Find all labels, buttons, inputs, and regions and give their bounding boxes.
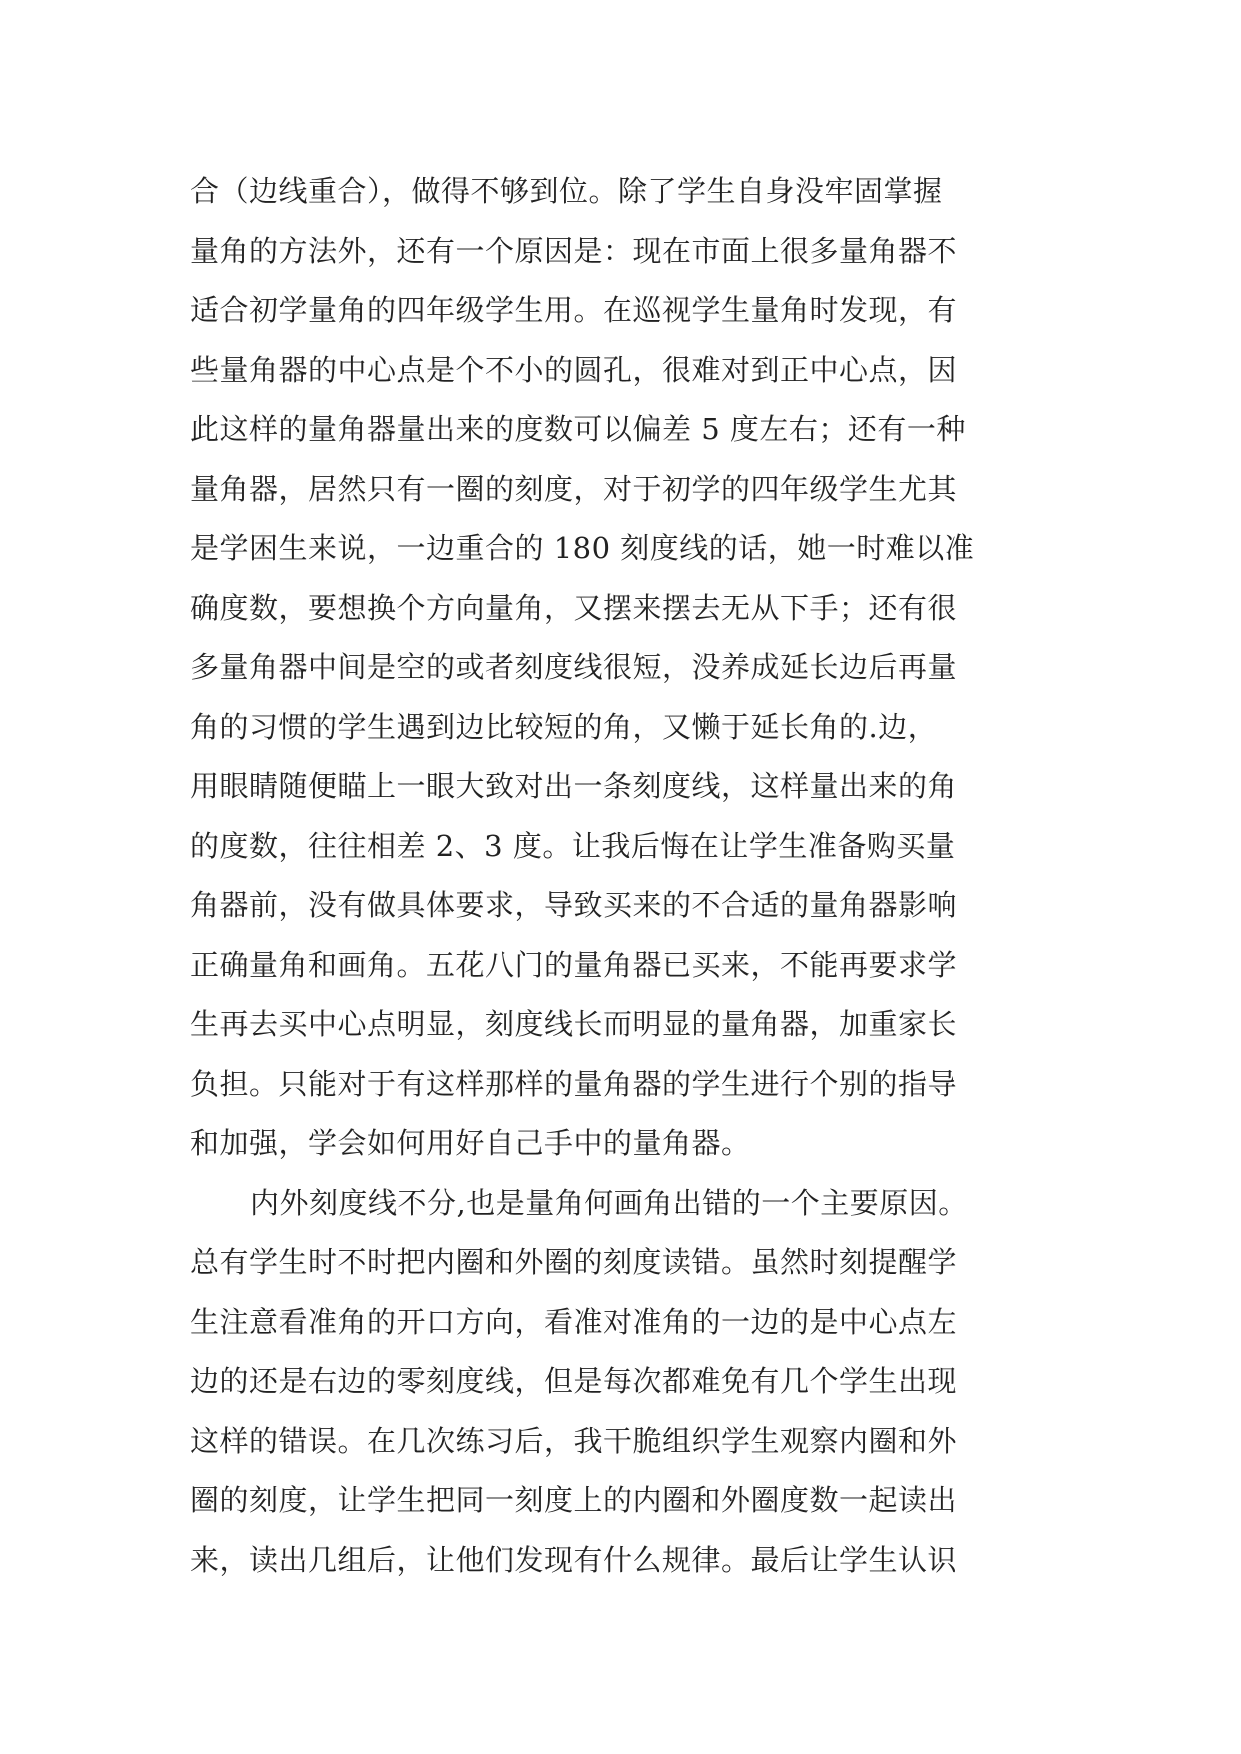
text-line: 角器前，没有做具体要求，导致买来的不合适的量角器影响: [190, 888, 958, 922]
text-line-indented: 内外刻度线不分,也是量角何画角出错的一个主要原因。: [250, 1185, 968, 1220]
text-line: 总有学生时不时把内圈和外圈的刻度读错。虽然时刻提醒学: [190, 1245, 958, 1279]
text-line: 确度数，要想换个方向量角，又摆来摆去无从下手；还有很: [190, 590, 958, 625]
text-line: 适合初学量角的四年级学生用。在巡视学生量角时发现，有: [190, 293, 958, 327]
text-line: 些量角器的中心点是个不小的圆孔，很难对到正中心点，因: [190, 352, 958, 387]
text-line: 负担。只能对于有这样那样的量角器的学生进行个别的指导: [190, 1066, 958, 1101]
text-line: 量角的方法外，还有一个原因是：现在市面上很多量角器不: [190, 233, 958, 268]
text-line: 多量角器中间是空的或者刻度线很短，没养成延长边后再量: [190, 650, 958, 684]
text-line: 生再去买中心点明显，刻度线长而明显的量角器，加重家长: [190, 1007, 958, 1041]
text-line: 角的习惯的学生遇到边比较短的角，又懒于延长角的.边，: [190, 709, 938, 744]
text-line: 边的还是右边的零刻度线，但是每次都难免有几个学生出现: [190, 1364, 958, 1398]
text-line: 用眼睛随便瞄上一眼大致对出一条刻度线，这样量出来的角: [190, 769, 958, 803]
text-line: 这样的错误。在几次练习后，我干脆组织学生观察内圈和外: [190, 1423, 958, 1458]
text-line: 来，读出几组后，让他们发现有什么规律。最后让学生认识: [190, 1542, 958, 1577]
text-line: 的度数，往往相差 2、3 度。让我后悔在让学生准备购买量: [190, 828, 956, 863]
text-line: 正确量角和画角。五花八门的量角器已买来，不能再要求学: [190, 947, 958, 982]
paragraph-2: [190, 1174, 1050, 1591]
document-body: [190, 162, 1050, 1590]
text-line: 生注意看准角的开口方向，看准对准角的一边的是中心点左: [190, 1304, 958, 1339]
text-line: 量角器，居然只有一圈的刻度，对于初学的四年级学生尤其: [190, 471, 958, 506]
text-line: 圈的刻度，让学生把同一刻度上的内圈和外圈度数一起读出: [190, 1483, 958, 1517]
text-line: 和加强，学会如何用好自己手中的量角器。: [190, 1126, 751, 1160]
text-line: 合（边线重合），做得不够到位。除了学生自身没牢固掌握: [190, 174, 943, 208]
text-line: 此这样的量角器量出来的度数可以偏差 5 度左右；还有一种: [190, 412, 966, 446]
text-line: 是学困生来说，一边重合的 180 刻度线的话，她一时难以准: [190, 531, 975, 565]
paragraph-1: [190, 162, 1050, 1174]
